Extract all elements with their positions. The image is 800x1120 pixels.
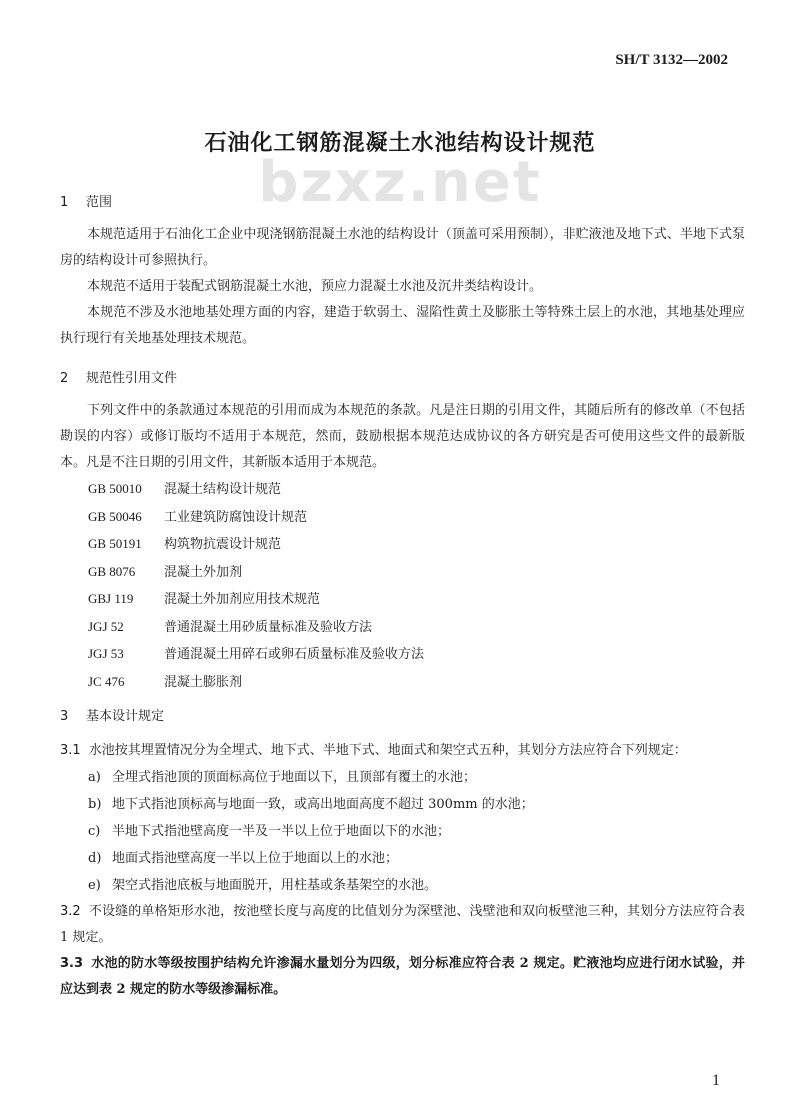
standard-code: SH/T 3132—2002 (615, 52, 728, 68)
reference-item: JGJ 52 普通混凝土用砂质量标准及验收方法 (88, 618, 373, 635)
clause-3-1-items (60, 764, 745, 899)
section-1-paragraph-1: 本规范适用于石油化工企业中现浇钢筋混凝土水池的结构设计（顶盖可采用预制），非贮液池及地下式、半地下式泵房的结构设计可参照执行。 (60, 227, 745, 268)
clause-3-1: 3.1 水池按其埋置情况分为全埋式、地下式、半地下式、地面式和架空式五种，其划分方法应符合下列规定： (60, 743, 687, 758)
reference-item: GB 50191 构筑物抗震设计规范 (88, 536, 282, 552)
section-1-number: 1 (60, 195, 69, 210)
list-item: b) 地下式指池顶标高与地面一致，或高出地面高度不超过 300mm 的水池； (88, 797, 534, 812)
reference-list (60, 476, 745, 696)
section-1-heading (60, 190, 745, 216)
list-item: a) 全埋式指池顶的顶面标高位于地面以下，且顶部有覆土的水池； (88, 770, 477, 785)
clause-3-3: 3.3 水池的防水等级按围护结构允许渗漏水量划分为四级，划分标准应符合表 2 规定。贮液池均应进行闭水试验，并应达到表 2 规定的防水等级渗漏标准。 (60, 956, 745, 997)
section-3-heading (60, 704, 745, 730)
section-1-title: 范围 (86, 195, 113, 210)
clause-3-2: 3.2 不设缝的单格矩形水池，按池壁长度与高度的比值划分为深壁池、浅壁池和双向板壁池三种，其划分方法应符合表 1 规定。 (60, 904, 745, 945)
reference-item: GB 50010 混凝土结构设计规范 (88, 481, 282, 497)
reference-item: JGJ 53 普通混凝土用碎石或卵石质量标准及验收方法 (88, 646, 425, 662)
reference-item: GB 50046 工业建筑防腐蚀设计规范 (88, 508, 308, 525)
section-2-title: 规范性引用文件 (86, 371, 178, 386)
list-item: d) 地面式指池壁高度一半以上位于地面以上的水池； (88, 851, 399, 866)
list-item: c) 半地下式指池壁高度一半及一半以上位于地面以下的水池； (88, 824, 451, 839)
section-3-title: 基本设计规定 (86, 709, 165, 724)
section-2-number: 2 (60, 371, 69, 386)
reference-item: GBJ 119 混凝土外加剂应用技术规范 (88, 591, 321, 607)
section-1-paragraph-2: 本规范不适用于装配式钢筋混凝土水池，预应力混凝土水池及沉井类结构设计。 (87, 279, 543, 294)
section-3-number: 3 (60, 709, 69, 724)
section-2-intro: 下列文件中的条款通过本规范的引用而成为本规范的条款。凡是注日期的引用文件，其随后所有的修改单（不包括勘误的内容）或修订版均不适用于本规范，然而，鼓励根据本规范达成协议的各方研究是否可使用这些文件的最新版本。凡是不注日期的引用文件，其新版本适用于本规范。 (60, 403, 745, 470)
list-item: e) 架空式指池底板与地面脱开，用柱基或条基架空的水池。 (88, 878, 438, 893)
document-body (60, 190, 745, 1003)
page-number: 1 (712, 1072, 720, 1089)
reference-item: JC 476 混凝土膨胀剂 (88, 673, 243, 690)
section-2-heading (60, 366, 745, 392)
watermark: bzxz.net (258, 150, 542, 215)
section-1-paragraph-3: 本规范不涉及水池地基处理方面的内容，建造于软弱土、湿陷性黄土及膨胀土等特殊土层上的水池，其地基处理应执行现行有关地基处理技术规范。 (60, 305, 745, 346)
reference-item: GB 8076 混凝土外加剂 (88, 563, 243, 580)
document-title: 石油化工钢筋混凝土水池结构设计规范 (204, 131, 596, 156)
